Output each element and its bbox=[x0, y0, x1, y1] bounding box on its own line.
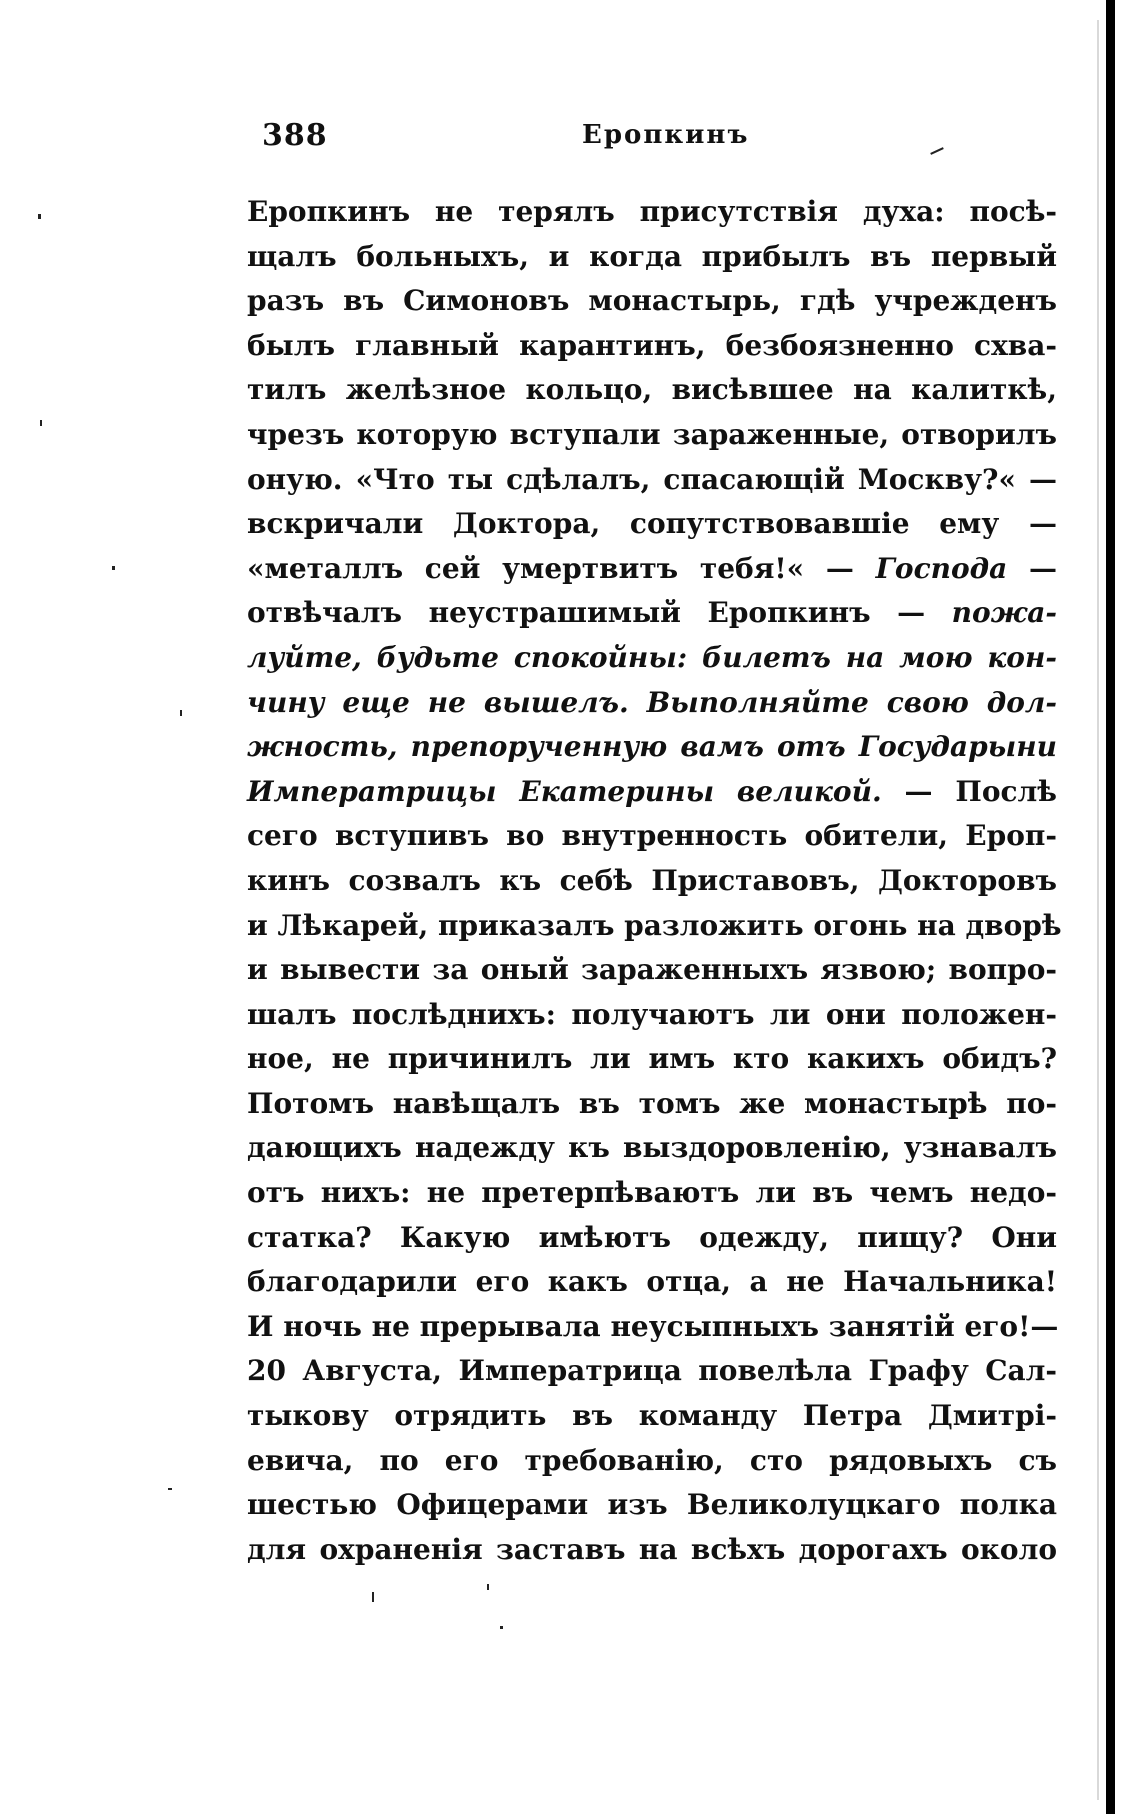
text-segment: шестью Офицерами изъ Великолуцкаго полка bbox=[247, 1488, 1057, 1522]
scan-speck bbox=[168, 1488, 172, 1490]
text-segment: отъ нихъ: не претерпѣваютъ ли въ чемъ недо- bbox=[247, 1176, 1057, 1210]
text-segment: евича, по его требованію, сто рядовыхъ съ bbox=[247, 1443, 1057, 1477]
scan-speck bbox=[372, 1592, 374, 1602]
text-line bbox=[247, 725, 1057, 770]
scan-speck bbox=[112, 566, 115, 570]
page-header bbox=[262, 118, 1012, 160]
text-line bbox=[247, 1305, 1057, 1350]
scan-speck bbox=[487, 1584, 489, 1590]
text-line bbox=[247, 1037, 1057, 1082]
text-segment: и вывести за оный зараженныхъ язвою; вопро- bbox=[247, 953, 1057, 987]
text-segment: — Послѣ bbox=[881, 774, 1057, 808]
text-line bbox=[247, 547, 1057, 592]
text-segment: и Лѣкарей, приказалъ разложить огонь на дворѣ bbox=[247, 908, 1062, 942]
text-line bbox=[247, 993, 1057, 1038]
text-segment: разъ въ Симоновъ монастырь, гдѣ учрежденъ bbox=[247, 284, 1057, 318]
scan-speck bbox=[180, 710, 182, 716]
text-line bbox=[247, 591, 1057, 636]
text-segment: оную. «Что ты сдѣлалъ, спасающій Москву?« — bbox=[247, 462, 1057, 496]
text-line bbox=[247, 1349, 1057, 1394]
italic-segment: Господа bbox=[875, 551, 1008, 585]
text-line bbox=[247, 1216, 1057, 1261]
text-segment: сего вступивъ во внутренность обители, Ероп- bbox=[247, 819, 1057, 853]
text-segment: статка? Какую имѣютъ одежду, пищу? Они bbox=[247, 1220, 1057, 1254]
page-number: 388 bbox=[262, 118, 328, 153]
text-line bbox=[247, 1126, 1057, 1171]
body-text bbox=[247, 190, 1062, 1572]
text-line bbox=[247, 324, 1057, 369]
text-segment: И ночь не прерывала неусыпныхъ занятій его!— bbox=[247, 1309, 1059, 1343]
text-line bbox=[247, 458, 1057, 503]
italic-segment: луйте, будьте спокойны: билетъ на мою кон- bbox=[247, 640, 1057, 674]
text-line bbox=[247, 190, 1057, 235]
text-segment: 20 Августа, Императрица повелѣла Графу Сал- bbox=[247, 1354, 1057, 1388]
text-line bbox=[247, 681, 1057, 726]
text-line bbox=[247, 770, 1057, 815]
text-segment: — bbox=[1007, 551, 1057, 585]
page-edge-shadow bbox=[1097, 20, 1099, 1800]
running-title: Еропкинъ bbox=[582, 120, 750, 150]
italic-segment: жность, препорученную вамъ отъ Государыни bbox=[247, 730, 1057, 764]
text-segment: благодарили его какъ отца, а не Начальника! bbox=[247, 1265, 1057, 1299]
text-line bbox=[247, 1082, 1057, 1127]
text-segment: щалъ больныхъ, и когда прибылъ въ первый bbox=[247, 239, 1057, 273]
text-segment: ное, не причинилъ ли имъ кто какихъ обидъ? bbox=[247, 1042, 1057, 1076]
text-segment: тилъ желѣзное кольцо, висѣвшее на калиткѣ, bbox=[247, 373, 1057, 407]
text-segment: кинъ созвалъ къ себѣ Приставовъ, Докторовъ bbox=[247, 863, 1057, 897]
text-segment: чрезъ которую вступали зараженные, отворилъ bbox=[247, 417, 1057, 451]
text-segment: Еропкинъ не терялъ присутствія духа: посѣ- bbox=[247, 195, 1057, 228]
text-line bbox=[247, 413, 1057, 458]
text-line bbox=[247, 502, 1057, 547]
text-line bbox=[247, 368, 1057, 413]
text-segment: для охраненія заставъ на всѣхъ дорогахъ около bbox=[247, 1532, 1057, 1566]
italic-segment: чину еще не вышелъ. Выполняйте свою дол- bbox=[247, 685, 1057, 719]
italic-segment: пожа- bbox=[951, 596, 1057, 630]
scan-speck bbox=[500, 1626, 503, 1629]
text-line bbox=[247, 636, 1057, 681]
text-segment: дающихъ надежду къ выздоровленію, узнавалъ bbox=[247, 1131, 1057, 1165]
text-line bbox=[247, 1483, 1057, 1528]
text-line bbox=[247, 1528, 1057, 1573]
text-line bbox=[247, 1260, 1057, 1305]
text-line bbox=[247, 279, 1057, 324]
italic-segment: Императрицы Екатерины великой. bbox=[247, 774, 882, 808]
text-line bbox=[247, 1394, 1057, 1439]
text-line bbox=[247, 814, 1057, 859]
text-line bbox=[247, 904, 1062, 949]
text-segment: тыкову отрядить въ команду Петра Дмитрі- bbox=[247, 1399, 1057, 1433]
text-line bbox=[247, 1171, 1057, 1216]
text-segment: вскричали Доктора, сопутствовавшіе ему — bbox=[247, 507, 1057, 541]
text-segment: Потомъ навѣщалъ въ томъ же монастырѣ по- bbox=[247, 1086, 1057, 1120]
text-line bbox=[247, 859, 1057, 904]
text-segment: «металлъ сей умертвитъ тебя!« — bbox=[247, 551, 876, 585]
text-segment: шалъ послѣднихъ: получаютъ ли они положен- bbox=[247, 997, 1057, 1031]
scan-speck bbox=[38, 214, 41, 219]
text-line bbox=[247, 235, 1057, 280]
text-segment: отвѣчалъ неустрашимый Еропкинъ — bbox=[247, 596, 952, 630]
page-edge-bar bbox=[1106, 0, 1115, 1814]
text-line bbox=[247, 1439, 1057, 1484]
scan-speck bbox=[40, 420, 42, 426]
text-segment: былъ главный карантинъ, безбоязненно схва- bbox=[247, 328, 1057, 362]
text-line bbox=[247, 948, 1057, 993]
